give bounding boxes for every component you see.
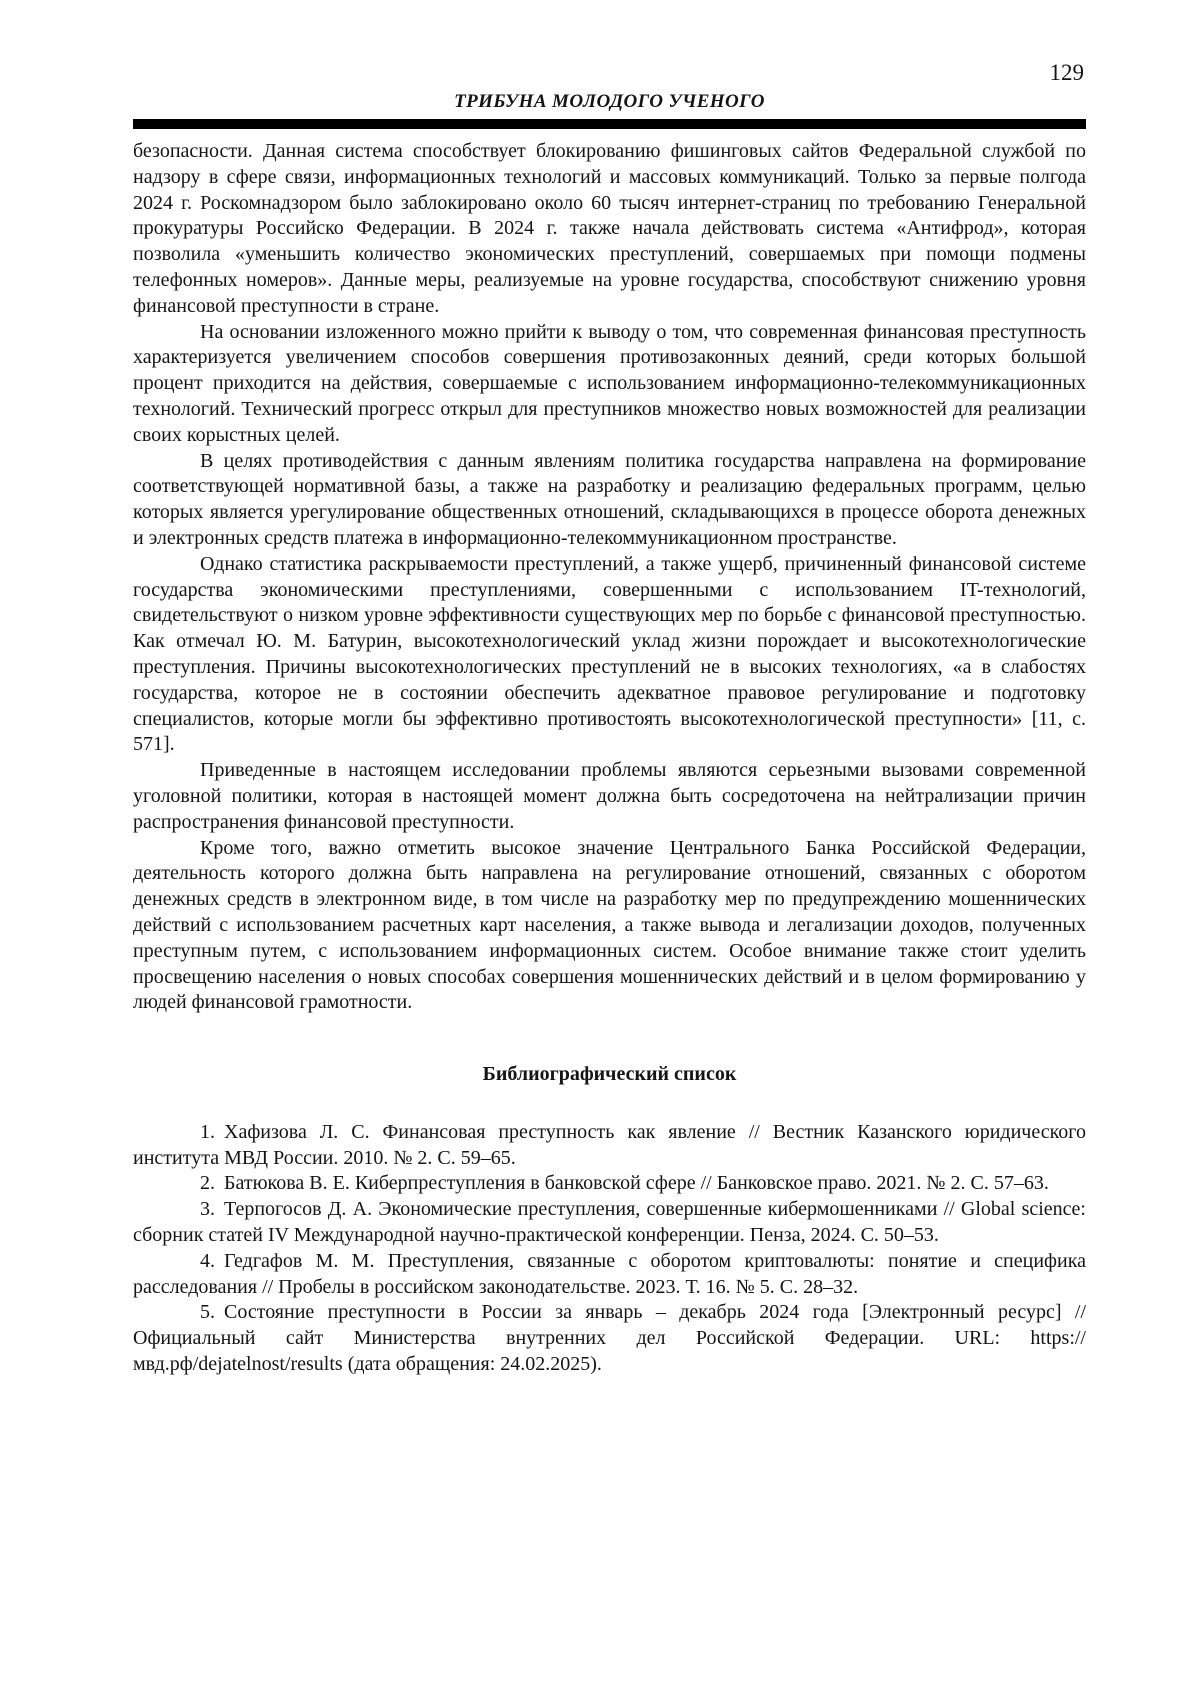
bibliography-list: [133, 1120, 1086, 1378]
body-paragraph: В целях противодействия с данным явлениям политика государства направлена на формирование соответствующей нормативной базы, а также на разработку и реализацию федеральных программ, целью которых является урегулирование общественных отношений, складывающихся в процессе оборота денежных и электронных средств платежа в информационно-телекоммуникационном пространстве.: [133, 449, 1086, 549]
article-body: [133, 139, 1086, 1378]
bibliography-item: [133, 1120, 1086, 1172]
bibliography-heading: Библиографический список: [482, 1063, 737, 1086]
header-double-rule: [133, 119, 1086, 129]
bibliography-item-text: Батюкова В. Е. Киберпреступления в банковской сфере // Банковское право. 2021. № 2. С. 57–63.: [224, 1172, 1049, 1195]
body-paragraph: На основании изложенного можно прийти к выводу о том, что современная финансовая преступность характеризуется увеличением способов совершения противозаконных деяний, среди которых большой процент приходится на действия, совершаемые с использованием информационно-телекоммуникационных технологий. Технический прогресс открыл для преступников множество новых возможностей для реализации своих корыстных целей.: [133, 320, 1086, 446]
bibliography-item-number: 3.: [200, 1198, 215, 1221]
bibliography-item-number: 4.: [200, 1249, 215, 1272]
bibliography-item: [133, 1300, 1086, 1377]
bibliography-item: [133, 1171, 1086, 1197]
page-number: 129: [1049, 60, 1084, 85]
bibliography-item-number: 1.: [200, 1120, 215, 1143]
body-paragraph: Кроме того, важно отметить высокое значение Центрального Банка Российской Федерации, деятельность которого должна быть направлена на регулирование отношений, связанных с оборотом денежных средств в электронном виде, в том числе на разработку мер по предупреждению мошеннических действий с использованием расчетных карт населения, а также вывода и легализации доходов, полученных преступным путем, с использованием информационных систем. Особое внимание также стоит уделить просвещению населения о новых способах совершения мошеннических действий и в целом формированию у людей финансовой грамотности.: [133, 836, 1086, 1014]
body-paragraph: Приведенные в настоящем исследовании проблемы являются серьезными вызовами современной уголовной политики, которая в настоящей момент должна быть сосредоточена на нейтрализации причин распространения финансовой преступности.: [133, 759, 1086, 833]
bibliography-item-text: Состояние преступности в России за январь – декабрь 2024 года [Электронный ресурс] // Официальный сайт Министерства внутренних дел Российской Федерации. URL: https://мвд.рф/dejatelnost/results (дата обращения: 24.02.2025).: [133, 1301, 1086, 1376]
bibliography-item-text: Гедгафов М. М. Преступления, связанные с оборотом криптовалюты: понятие и специфика расследования // Пробелы в российском законодательстве. 2023. Т. 16. № 5. С. 28–32.: [133, 1249, 1086, 1298]
bibliography-item-number: 5.: [200, 1301, 215, 1324]
bibliography-item-text: Терпогосов Д. А. Экономические преступления, совершенные кибермошенниками // Global science: сборник статей IV Международной научно-практической конференции. Пенза, 2024. С. 50–53.: [133, 1198, 1086, 1247]
bibliography-item: [133, 1197, 1086, 1249]
body-paragraph: Однако статистика раскрываемости преступлений, а также ущерб, причиненный финансовой системе государства экономическими преступлениями, совершенными с использованием IT-технологий, свидетельствуют о низком уровне эффективности существующих мер по борьбе с финансовой преступностью. Как отмечал Ю. М. Батурин, высокотехнологический уклад жизни порождает и высокотехнологические преступления. Причины высокотехнологических преступлений не в высоких технологиях, «а в слабостях государства, которое не в состоянии обеспечить адекватное правовое регулирование и подготовку специалистов, которые могли бы эффективно противостоять высокотехнологической преступности» [11, с. 571].: [133, 552, 1086, 756]
page-content: [133, 0, 1086, 1697]
running-head: ТРИБУНА МОЛОДОГО УЧЕНОГО: [454, 91, 765, 112]
bibliography-item-text: Хафизова Л. С. Финансовая преступность как явление // Вестник Казанского юридического института МВД России. 2010. № 2. С. 59–65.: [133, 1120, 1086, 1169]
bibliography-item: [133, 1249, 1086, 1301]
body-paragraph: безопасности. Данная система способствует блокированию фишинговых сайтов Федеральной службой по надзору в сфере связи, информационных технологий и массовых коммуникаций. Только за первые полгода 2024 г. Роскомнадзором было заблокировано около 60 тысяч интернет-страниц по требованию Генеральной прокуратуры Российско Федерации. В 2024 г. также начала действовать система «Антифрод», которая позволила «уменьшить количество экономических преступлений, совершаемых при помощи подмены телефонных номеров». Данные меры, реализуемые на уровне государства, способствуют снижению уровня финансовой преступности в стране.: [133, 140, 1086, 317]
bibliography-item-number: 2.: [200, 1172, 215, 1195]
